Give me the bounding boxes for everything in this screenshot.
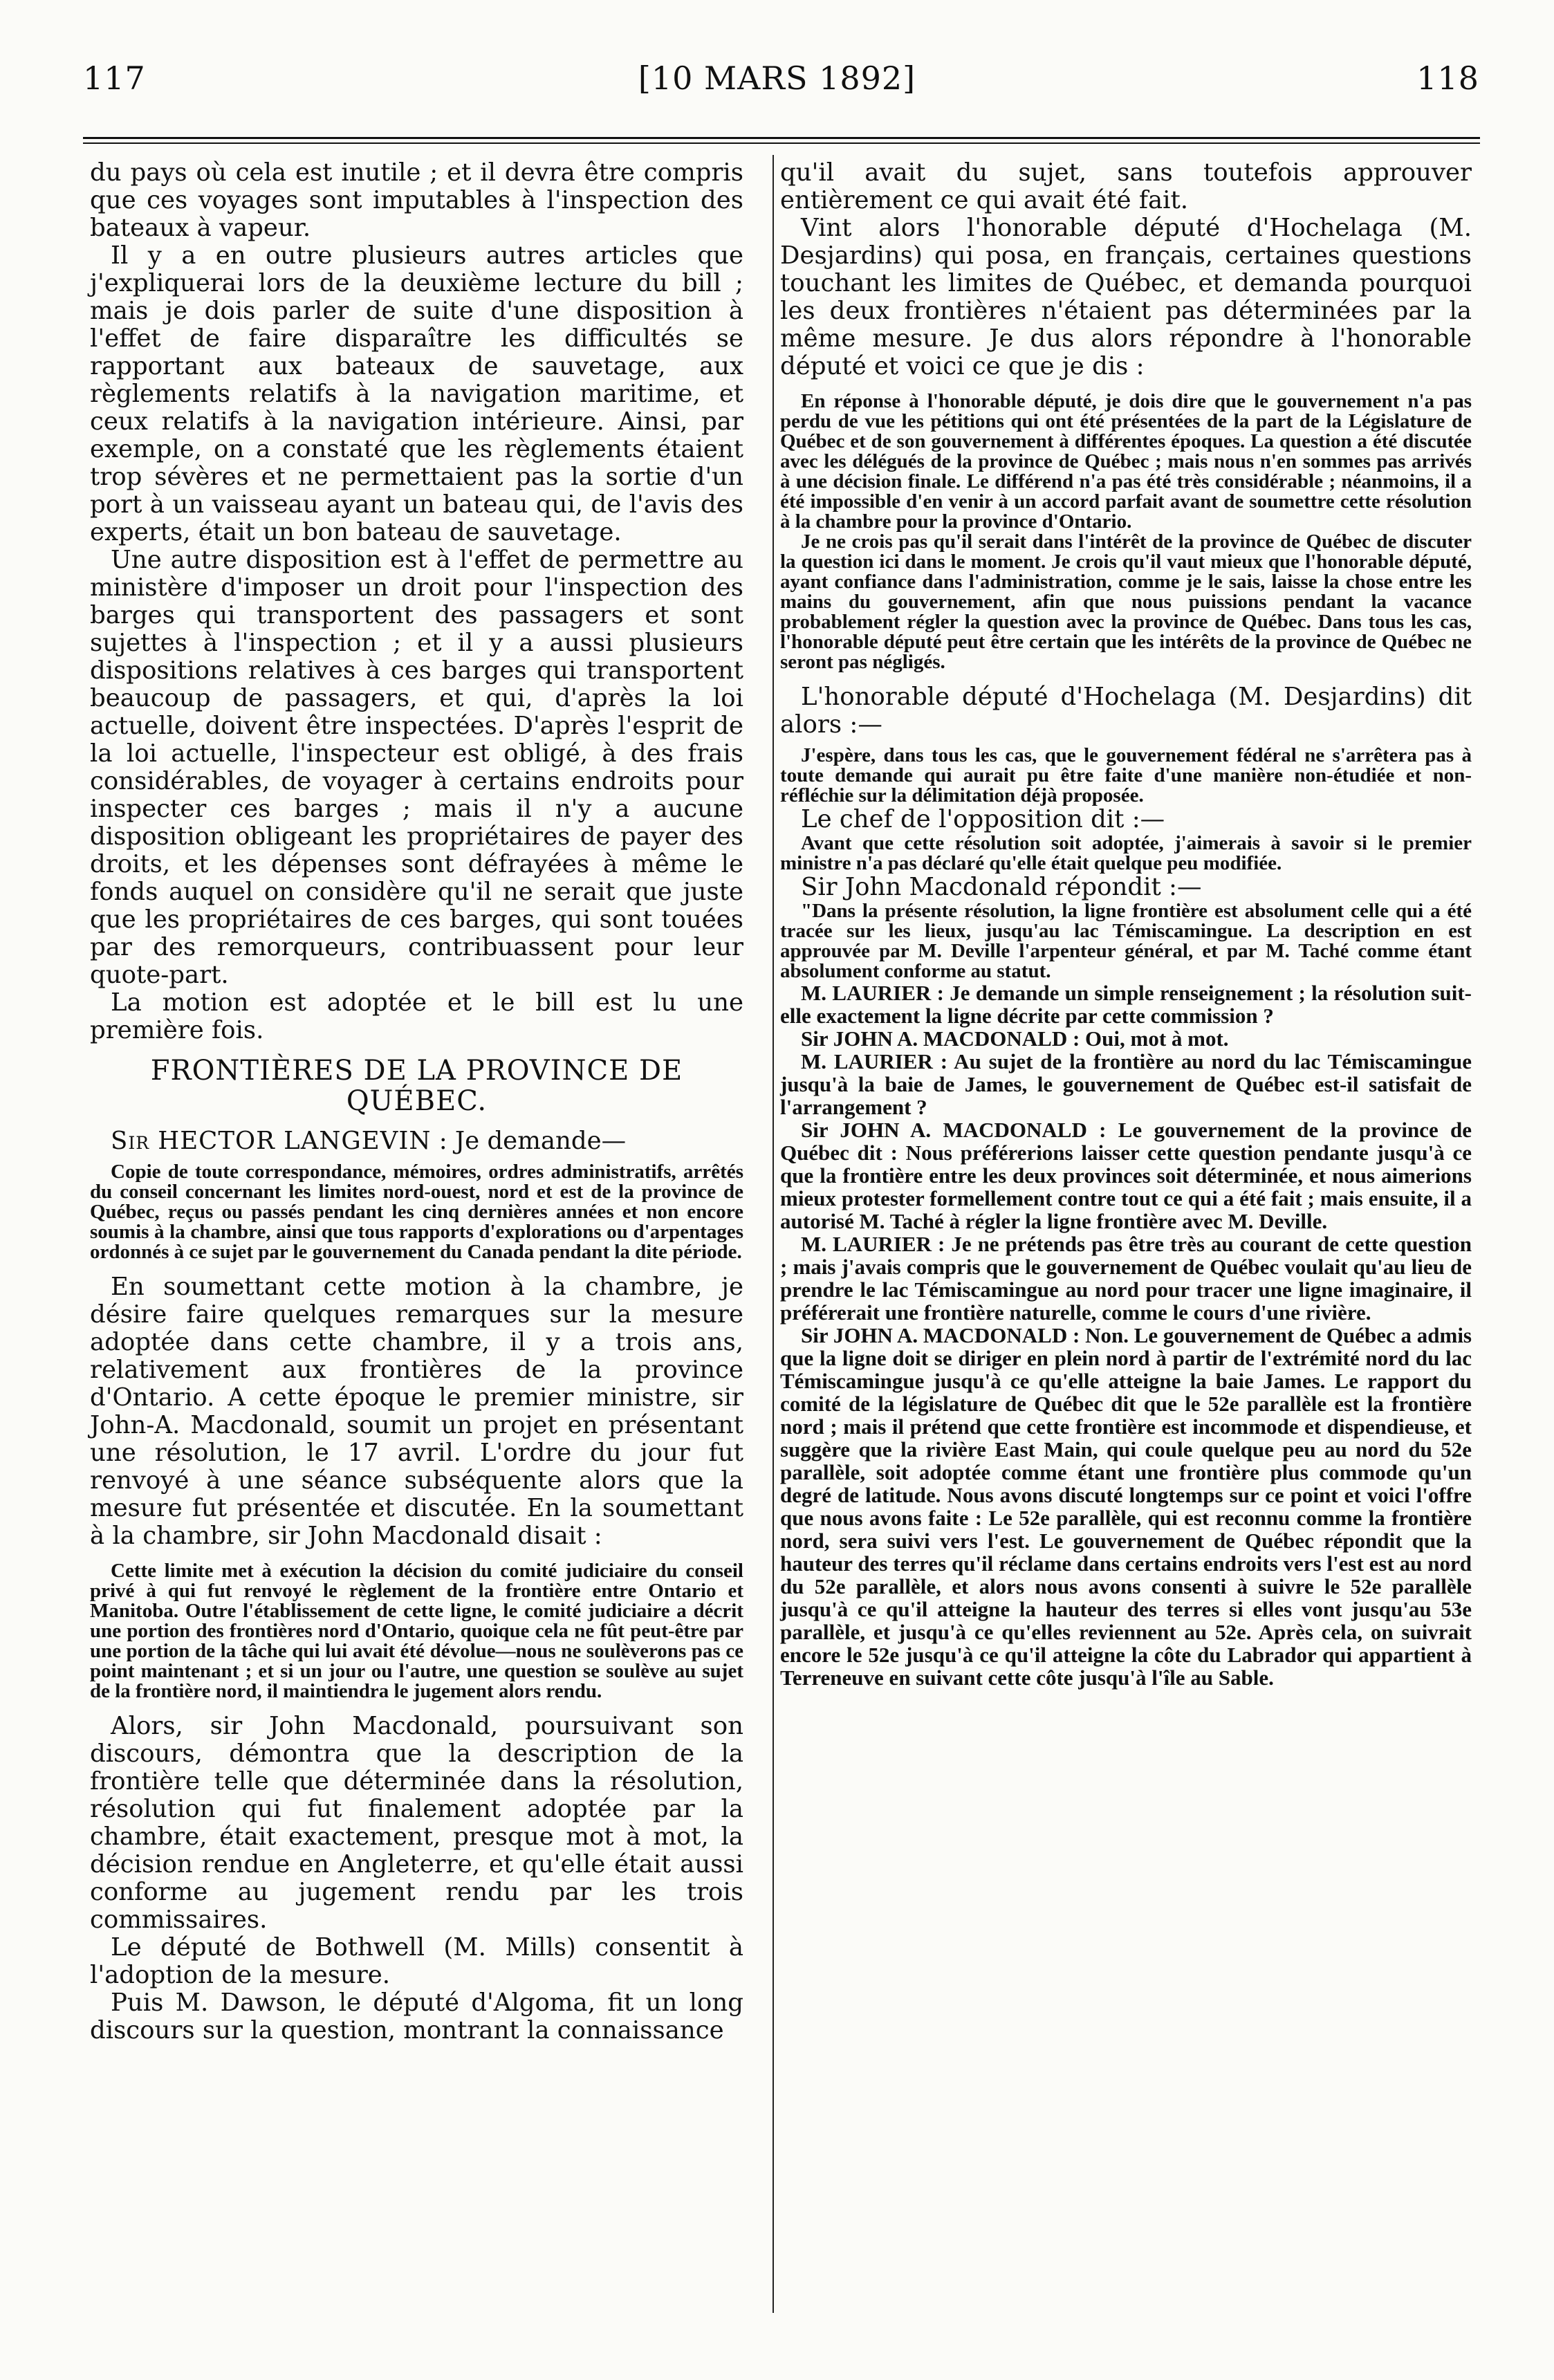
dialogue-macdonald: Sir JOHN A. MACDONALD : Non. Le gouvernement de Québec a admis que la ligne doit se diriger en plein nord à partir de l'extrémité nord du lac Témiscamingue jusqu'à ce qu'elle atteigne la baie James. Le rapport du comité de la législature de Québec dit que le 52e parallèle est la frontière nord ; mais il prétend que cette frontière est incommode et dispendieuse, et suggère que la rivière East Main, qui coule quelque peu au nord du 52e parallèle, soit adoptée comme étant une frontière plus commode qu'un degré de latitude. Nous avons discuté longtemps sur ce point et voici l'offre que nous avons faite : Le 52e parallèle, qui est reconnu comme la frontière nord, sera suivi vers l'est. Le gouvernement de Québec répondit que la hauteur des terres qu'il réclame dans certains endroits vers l'est est au nord du 52e parallèle, et alors nous avons consenti à suivre le 52e parallèle jusqu'à ce qu'il atteigne la hauteur des terres si elles vont jusqu'au 53e parallèle, et jusqu'à ce qu'elles reviennent au 52e. Après cela, on suivrait encore le 52e jusqu'à ce qu'il atteigne la côte du Labrador qui appartient à Terreneuve en suivant cette côte jusqu'à l'île au Sable.	[780, 1323, 1472, 1690]
paragraph: Alors, sir John Macdonald, poursuivant son discours, démontra que la description de la frontière telle que déterminée dans la résolution, résolution qui fut finalement adoptée par la chambre, était exactement, presque mot à mot, la décision rendue en Angleterre, et qu'elle était aussi conforme au jugement rendu par les trois commissaires.	[90, 1712, 743, 1934]
quote: "Dans la présente résolution, la ligne frontière est absolument celle qui a été tracée sur les lieux, jusqu'au lac Témiscamingue. La description en est approuvée par M. Deville l'arpenteur général, et par M. Taché comme étant absolument conforme au statut.	[780, 900, 1472, 982]
quote: Cette limite met à exécution la décision du comité judiciaire du conseil privé à qui fut renvoyé le règlement de la frontière entre Ontario et Manitoba. Outre l'établissement de cette ligne, le comité judiciaire a décrit une portion des frontières nord d'Ontario, quoique cela ne fût peut-être par une portion de la tâche qui lui avait été dévolue—nous ne soulèverons pas ce point maintenant ; et si un jour ou l'autre, une question se soulève au sujet de la frontière nord, il maintiendra le jugement alors rendu.	[90, 1560, 743, 1702]
header-rule-top	[83, 137, 1480, 139]
paragraph: qu'il avait du sujet, sans toutefois approuver entièrement ce qui avait été fait.	[780, 158, 1472, 214]
quote: J'espère, dans tous les cas, que le gouvernement fédéral ne s'arrêtera pas à toute demande qui aurait pu être faite d'une manière non-étudiée et non-réfléchie sur la délimitation déjà proposée.	[780, 744, 1472, 806]
right-page-number: 118	[1416, 59, 1479, 97]
dialogue-laurier: M. LAURIER : Je ne prétends pas être très au courant de cette question ; mais j'avais compris que le gouvernement de Québec voulait qu'au lieu de prendre le lac Témiscamingue au nord pour tracer une ligne imaginaire, il préférerait une frontière naturelle, comme le cours d'une rivière.	[780, 1232, 1472, 1325]
paragraph: Il y a en outre plusieurs autres articles que j'expliquerai lors de la deuxième lecture du bill ; mais je dois parler de suite d'une disposition à l'effet de faire disparaître les difficultés se rapportant aux bateaux de sauvetage, aux règlements relatifs à la navigation maritime, et ceux relatifs à la navigation intérieure. Ainsi, par exemple, on a constaté que les règlements étaient trop sévères et ne permettaient pas la sortie d'un port à un vaisseau ayant un bateau qui, de l'avis des experts, était un bon bateau de sauvetage.	[90, 241, 743, 546]
dialogue-laurier: M. LAURIER : Au sujet de la frontière au nord du lac Témiscamingue jusqu'à la baie de James, le gouvernement de Québec est-il satisfait de l'arrangement ?	[780, 1049, 1472, 1119]
paragraph: Une autre disposition est à l'effet de permettre au ministère d'imposer un droit pour l'inspection des barges qui transportent des passagers et sont sujettes à l'inspection ; et il y a aussi plusieurs dispositions relatives à ces barges qui transportent beaucoup de passagers, et qui, d'après la loi actuelle, doivent être inspectées. D'après l'esprit de la loi actuelle, l'inspecteur est obligé, à des frais considérables, de voyager à certains endroits pour inspecter ces barges ; mais il n'y a aucune disposition obligeant les propriétaires de payer des droits, et les dépenses sont défrayées à même le fonds auquel on considère qu'il ne serait que juste que les propriétaires de ces barges, qui sont touées par des remorqueurs, contribuassent pour leur quote-part.	[90, 546, 743, 989]
section-title: FRONTIÈRES DE LA PROVINCE DE QUÉBEC.	[150, 1055, 683, 1117]
speaker-name: Sir HECTOR LANGEVIN	[111, 1127, 432, 1155]
page-date: [10 MARS 1892]	[638, 59, 916, 97]
motion-text: Copie de toute correspondance, mémoires, ordres administratifs, arrêtés du conseil concernant les limites nord-ouest, nord et est de la province de Québec, reçus ou passés pendant les cinq dernières années et non encore soumis à la chambre, ainsi que tous rapports d'explorations ou d'arpentages ordonnés à ce sujet par le gouvernement du Canada pendant la dite période.	[90, 1161, 743, 1263]
speaker-text: : Je demande—	[431, 1127, 627, 1155]
paragraph: L'honorable député d'Hochelaga (M. Desjardins) dit alors :—	[780, 683, 1472, 739]
quote: Je ne crois pas qu'il serait dans l'intérêt de la province de Québec de discuter la question ici dans le moment. Je crois qu'il vaut mieux que l'honorable député, ayant confiance dans l'administration, comme je le sais, laisse la chose entre les mains du gouvernement, afin que nous puissions pendant la vacance probablement régler la question avec la province de Québec. Dans tous les cas, l'honorable député peut être certain que les intérêts de la province de Québec ne seront pas négligés.	[780, 531, 1472, 673]
dialogue-macdonald: Sir JOHN A. MACDONALD : Oui, mot à mot.	[801, 1026, 1229, 1051]
paragraph: Le chef de l'opposition dit :—	[801, 805, 1165, 833]
speaker-intro	[90, 1127, 743, 1155]
quote: En réponse à l'honorable député, je dois dire que le gouvernement n'a pas perdu de vue les pétitions qui ont été présentées de la part de la Législature de Québec et de son gouvernement à différentes époques. La question a été discutée avec les délégués de la province de Québec ; mais nous n'en sommes pas arrivés à une décision finale. Le différend n'a pas été très considérable ; néanmoins, il a été impossible d'en venir à un accord parfait avant de soumettre cette résolution à la chambre pour la province d'Ontario.	[780, 390, 1472, 533]
quote: Avant que cette résolution soit adoptée, j'aimerais à savoir si le premier ministre n'a pas déclaré qu'elle était quelque peu modifiée.	[780, 832, 1472, 874]
left-page-number: 117	[83, 59, 146, 97]
right-column	[780, 159, 1472, 1689]
dialogue-laurier: M. LAURIER : Je demande un simple renseignement ; la résolution suit-elle exactement la ligne décrite par cette commission ?	[780, 981, 1472, 1028]
paragraph: En soumettant cette motion à la chambre, je désire faire quelques remarques sur la mesure adoptée dans cette chambre, il y a trois ans, relativement aux frontières de la province d'Ontario. A cette époque le premier ministre, sir John-A. Macdonald, soumit un projet en présentant une résolution, le 17 avril. L'ordre du jour fut renvoyé à une séance subséquente alors que la mesure fut présentée et discutée. En la soumettant à la chambre, sir John Macdonald disait :	[90, 1273, 743, 1550]
left-column	[90, 159, 743, 2045]
paragraph: Le député de Bothwell (M. Mills) consentit à l'adoption de la mesure.	[90, 1933, 743, 1989]
paragraph: du pays où cela est inutile ; et il devra être compris que ces voyages sont imputables à l'inspection des bateaux à vapeur.	[90, 158, 743, 242]
paragraph: Sir John Macdonald répondit :—	[801, 873, 1202, 901]
header-rule-bottom	[83, 142, 1480, 144]
dialogue-macdonald: Sir JOHN A. MACDONALD : Le gouvernement de la province de Québec dit : Nous préférerions laisser cette question pendante jusqu'à ce que la frontière entre les deux provinces soit déterminée, et nous aimerions mieux protester formellement contre tout ce qui a été fait ; mais ensuite, il a autorisé M. Taché à régler la ligne frontière avec M. Deville.	[780, 1118, 1472, 1233]
paragraph: Puis M. Dawson, le député d'Algoma, fit un long discours sur la question, montrant la connaissance	[90, 1989, 743, 2045]
paragraph: La motion est adoptée et le bill est lu une première fois.	[90, 988, 743, 1044]
paragraph: Vint alors l'honorable député d'Hochelaga (M. Desjardins) qui posa, en français, certaines questions touchant les limites de Québec, et demanda pourquoi les deux frontières n'étaient pas déterminées par la même mesure. Je dus alors répondre à l'honorable député et voici ce que je dis :	[780, 214, 1472, 380]
column-divider	[773, 155, 774, 2313]
